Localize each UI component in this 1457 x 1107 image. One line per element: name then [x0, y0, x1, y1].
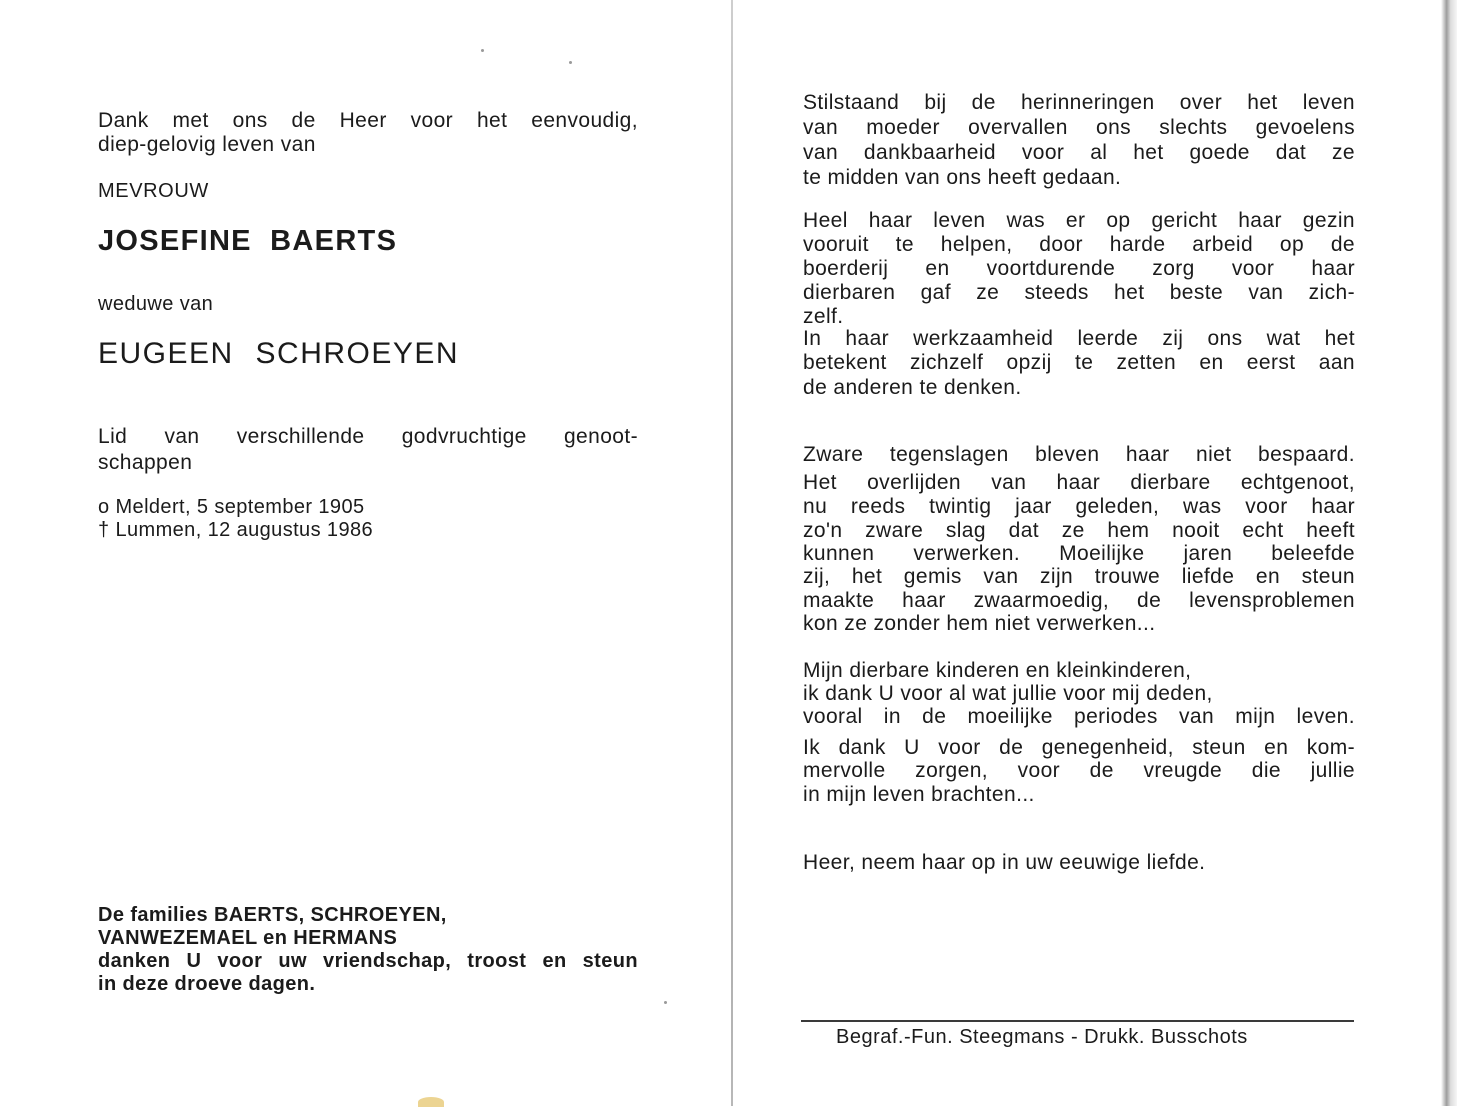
birth-info: o Meldert, 5 september 1905 [98, 496, 365, 518]
text-line: te midden van ons heeft gedaan. [803, 166, 1122, 189]
intro-line-2: diep-gelovig leven van [98, 133, 316, 156]
text-line: zij, het gemis van zijn trouwe liefde en steun [803, 565, 1355, 588]
text-line: ik dank U voor al wat jullie voor mij deden, [803, 682, 1213, 705]
widow-of-label: weduwe van [98, 293, 214, 315]
center-fold [731, 0, 733, 1106]
text-line: vooral in de moeilijke periodes van mijn leven. [803, 705, 1355, 728]
families-line-1: De families BAERTS, SCHROEYEN, [98, 904, 447, 926]
text-line: zelf. [803, 305, 844, 328]
text-line: kon ze zonder hem niet verwerken... [803, 612, 1156, 635]
text-line: zo'n zware slag dat ze hem nooit echt heeft [803, 519, 1355, 542]
families-line-4: in deze droeve dagen. [98, 973, 316, 995]
text-line: in mijn leven brachten... [803, 783, 1035, 806]
text-line: Zware tegenslagen bleven haar niet bespaard. [803, 443, 1355, 466]
text-line: nu reeds twintig jaar geleden, was voor haar [803, 495, 1355, 518]
honorific: MEVROUW [98, 180, 209, 202]
paper-speck [569, 61, 572, 64]
text-line: kunnen verwerken. Moeilijke jaren beleefde [803, 542, 1355, 565]
text-line: Het overlijden van haar dierbare echtgenoot, [803, 471, 1355, 494]
text-line: van dankbaarheid voor al het goede dat ze [803, 141, 1355, 164]
footer-rule [801, 1020, 1354, 1022]
deceased-name: JOSEFINE BAERTS [98, 225, 398, 257]
text-line: vooruit te helpen, door harde arbeid op de [803, 233, 1355, 256]
card-edge-shadow [1441, 0, 1457, 1106]
text-line: Heel haar leven was er op gericht haar gezin [803, 209, 1355, 232]
text-line: dierbaren gaf ze steeds het beste van zich- [803, 281, 1355, 304]
families-line-2: VANWEZEMAEL en HERMANS [98, 927, 398, 949]
printer-credit: Begraf.-Fun. Steegmans - Drukk. Busschots [836, 1026, 1248, 1048]
death-info: † Lummen, 12 augustus 1986 [98, 519, 374, 541]
text-line: Mijn dierbare kinderen en kleinkinderen, [803, 659, 1192, 682]
text-line: betekent zichzelf opzij te zetten en eerst aan [803, 351, 1355, 374]
text-line: Ik dank U voor de genegenheid, steun en kom- [803, 736, 1355, 759]
text-line: maakte haar zwaarmoedig, de levensproblemen [803, 589, 1355, 612]
text-line: In haar werkzaamheid leerde zij ons wat het [803, 327, 1355, 350]
text-line: mervolle zorgen, voor de vreugde die jullie [803, 759, 1355, 782]
husband-name: EUGEEN SCHROEYEN [98, 337, 460, 370]
membership-line-1: Lid van verschillende godvruchtige genoot- [98, 425, 638, 448]
paper-speck [481, 49, 484, 52]
text-line: Stilstaand bij de herinneringen over het leven [803, 91, 1355, 114]
text-line: van moeder overvallen ons slechts gevoelens [803, 116, 1355, 139]
text-line: boerderij en voortdurende zorg voor haar [803, 257, 1355, 280]
membership-line-2: schappen [98, 451, 193, 474]
closing-prayer: Heer, neem haar op in uw eeuwige liefde. [803, 851, 1206, 874]
families-line-3: danken U voor uw vriendschap, troost en steun [98, 950, 638, 972]
text-line: de anderen te denken. [803, 376, 1022, 399]
intro-line-1: Dank met ons de Heer voor het eenvoudig, [98, 109, 638, 132]
paper-speck [664, 1001, 667, 1004]
